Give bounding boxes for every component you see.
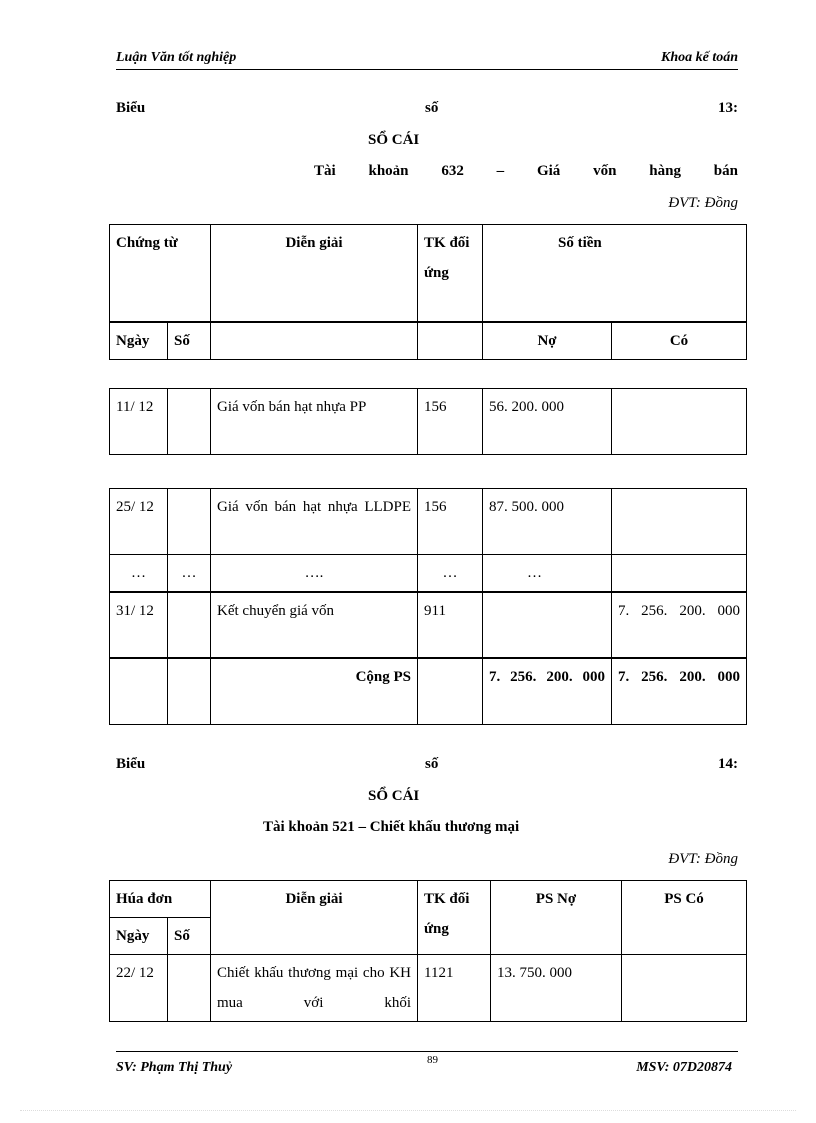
cell-no: 87. 500. 000: [483, 489, 612, 555]
cell-empty: [168, 658, 211, 724]
footer-right: MSV: 07D20874: [636, 1060, 732, 1075]
col-hoa-don: Húa đơn: [110, 881, 211, 918]
b14-subtitle: Tài khoản 521 – Chiết khấu thương mại: [263, 819, 520, 835]
cell-so: …: [168, 555, 211, 593]
col-ps-no: PS Nợ: [491, 881, 622, 955]
cell-ngay: 25/ 12: [110, 489, 168, 555]
cell-ngay: 22/ 12: [110, 955, 168, 1022]
cell-co: [612, 389, 747, 455]
col-so-tien: Số tiền: [483, 225, 747, 322]
b13-label: Biểu: [116, 100, 146, 116]
col-empty: [211, 322, 418, 360]
col-ngay: Ngày: [110, 918, 168, 955]
b13-table-header: [109, 224, 747, 360]
bottom-divider: [20, 1110, 796, 1111]
cell-total-co: 7. 256. 200. 000: [612, 658, 747, 724]
b14-table: [109, 880, 747, 1022]
cell-total-label: Cộng PS: [211, 658, 418, 724]
b14-title: SỔ CÁI: [368, 788, 420, 804]
col-empty: [418, 322, 483, 360]
page-number: 89: [427, 1054, 438, 1066]
cell-tk: 911: [418, 592, 483, 658]
cell-co: 7. 256. 200. 000: [612, 592, 747, 658]
b14-unit: ĐVT: Đồng: [668, 851, 738, 867]
cell-dien-giai: Giá vốn bán hạt nhựa LLDPE: [211, 489, 418, 555]
cell-dien-giai: ….: [211, 555, 418, 593]
col-tk-doi-ung: TK đối ứng: [418, 881, 491, 955]
b14-label: Biểu: [116, 756, 146, 772]
cell-empty: [418, 658, 483, 724]
col-dien-giai: Diễn giải: [211, 225, 418, 322]
cell-ngay: 31/ 12: [110, 592, 168, 658]
footer-left: SV: Phạm Thị Thuỷ: [116, 1060, 233, 1075]
b13-so: số: [425, 100, 439, 116]
cell-tk: …: [418, 555, 483, 593]
cell-empty: [110, 658, 168, 724]
b14-num: 14:: [718, 756, 738, 772]
b13-num: 13:: [718, 100, 738, 116]
header-left: Luận Văn tốt nghiệp: [116, 50, 237, 65]
cell-so: [168, 489, 211, 555]
b13-table-body: [109, 488, 747, 725]
page-footer: [116, 1051, 738, 1075]
cell-tk: 156: [418, 389, 483, 455]
table-row: [110, 955, 747, 1022]
table-row: [110, 555, 747, 593]
b14-so: số: [425, 756, 439, 772]
cell-so: [168, 955, 211, 1022]
b13-subtitle: Tài khoản 632 – Giá vốn hàng bán: [314, 163, 738, 179]
col-dien-giai: Diễn giải: [211, 881, 418, 955]
table-row: [110, 389, 747, 455]
col-co: Có: [612, 322, 747, 360]
cell-co: [612, 489, 747, 555]
table-row-total: [110, 658, 747, 724]
table-row: [110, 489, 747, 555]
cell-tk: 156: [418, 489, 483, 555]
cell-tk: 1121: [418, 955, 491, 1022]
cell-so: [168, 389, 211, 455]
cell-no: 56. 200. 000: [483, 389, 612, 455]
cell-no: [483, 592, 612, 658]
table-header-row: [110, 881, 747, 918]
cell-dien-giai: Chiết khấu thương mại cho KH mua với khối: [211, 955, 418, 1022]
cell-no: …: [483, 555, 612, 593]
cell-co: [622, 955, 747, 1022]
col-tk-doi-ung: TK đối ứng: [418, 225, 483, 322]
col-so: Số: [168, 918, 211, 955]
cell-ngay: …: [110, 555, 168, 593]
cell-ngay: 11/ 12: [110, 389, 168, 455]
cell-so: [168, 592, 211, 658]
cell-co: [612, 555, 747, 593]
col-no: Nợ: [483, 322, 612, 360]
cell-total-no: 7. 256. 200. 000: [483, 658, 612, 724]
col-ngay: Ngày: [110, 322, 168, 360]
col-chung-tu: Chứng từ: [110, 225, 211, 322]
page-header: [116, 50, 738, 70]
table-row: [110, 592, 747, 658]
col-so: Số: [168, 322, 211, 360]
cell-dien-giai: Giá vốn bán hạt nhựa PP: [211, 389, 418, 455]
col-ps-co: PS Có: [622, 881, 747, 955]
header-right: Khoa kế toán: [660, 50, 738, 65]
cell-dien-giai: Kết chuyển giá vốn: [211, 592, 418, 658]
b13-table-row1: [109, 388, 747, 455]
b13-unit: ĐVT: Đồng: [668, 195, 738, 211]
cell-no: 13. 750. 000: [491, 955, 622, 1022]
b13-title: SỔ CÁI: [368, 132, 420, 148]
